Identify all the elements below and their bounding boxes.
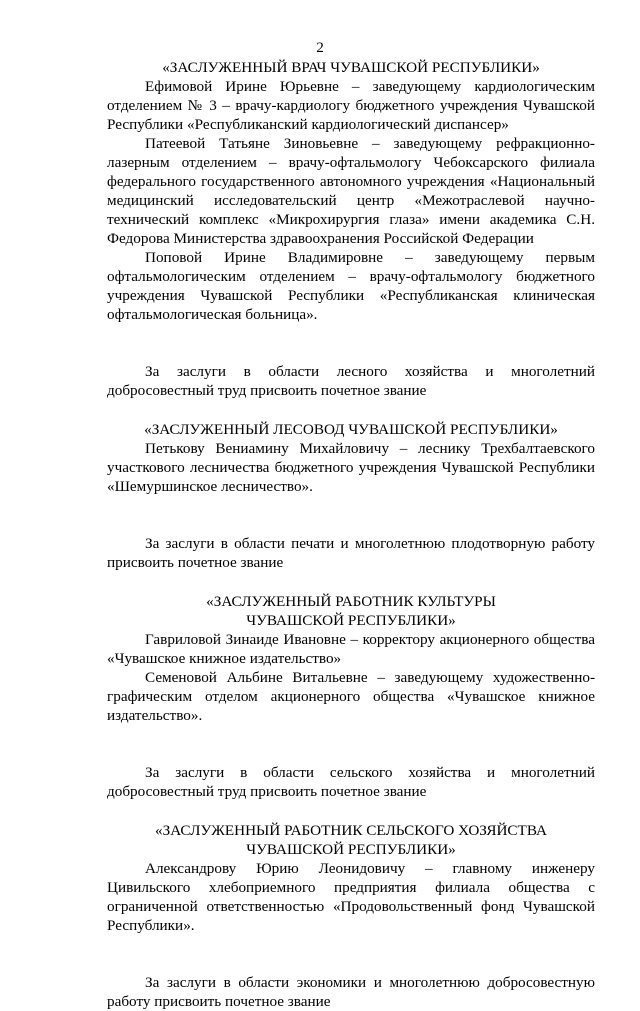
recipient-entry: Ефимовой Ирине Юрьевне – заведующему кардиологическим отделением № 3 – врачу-кардиологу бюджетного учреждения Чувашской Республики «Республиканский кардиологический диспансер» [107, 78, 595, 133]
recipient-entry: Гавриловой Зинаиде Ивановне – корректору акционерного общества «Чувашское книжное издательство» [107, 631, 595, 667]
section-spacer [107, 496, 595, 515]
recipient-entry: Александрову Юрию Леонидовичу – главному инженеру Цивильского хлебоприемного предприятия филиала общества с ограниченной ответственностью «Продовольственный фонд Чувашской Республики». [107, 860, 595, 934]
award-title: «ЗАСЛУЖЕННЫЙ РАБОТНИК СЕЛЬСКОГО ХОЗЯЙСТВА [155, 822, 547, 839]
document-body [107, 58, 595, 1011]
award-title: «ЗАСЛУЖЕННЫЙ ЛЕСОВОД ЧУВАШСКОЙ РЕСПУБЛИКИ» [144, 421, 558, 438]
recipient-entry: Патеевой Татьяне Зиновьевне – заведующему рефракционно-лазерным отделением – врачу-офтальмологу Чебоксарского филиала федерального государственного автономного учреждения «Национальный медицинский исследовательский центр «Межотраслевой научно-технический комплекс «Микрохирургия глаза» имени академика С.Н. Федорова Министерства здравоохранения Российской Федерации [107, 135, 595, 247]
recipient-entry: Поповой Ирине Владимировне – заведующему первым офтальмологическим отделением – врачу-офтальмологу бюджетного учреждения Чувашской Республики «Республиканская клиническая офтальмологическая больница». [107, 249, 595, 323]
recipient-entry: Петькову Вениамину Михайловичу – леснику Трехбалтаевского участкового лесничества бюджетного учреждения Чувашской Республики «Шемуршинское лесничество». [107, 440, 595, 495]
section-spacer [107, 515, 595, 534]
award-intro: За заслуги в области экономики и многолетнюю добросовестную работу присвоить почетное звание [107, 974, 595, 1010]
award-section [107, 58, 595, 324]
award-title: ЧУВАШСКОЙ РЕСПУБЛИКИ» [246, 841, 456, 858]
award-title: «ЗАСЛУЖЕННЫЙ РАБОТНИК КУЛЬТУРЫ [206, 593, 496, 610]
award-title: ЧУВАШСКОЙ РЕСПУБЛИКИ» [246, 612, 456, 629]
award-section [107, 362, 595, 496]
award-section [107, 973, 595, 1011]
section-spacer [107, 725, 595, 744]
recipient-entry: Семеновой Альбине Витальевне – заведующему художественно-графическим отделом акционерного общества «Чувашское книжное издательство». [107, 669, 595, 724]
section-spacer [107, 935, 595, 954]
page-number: 2 [316, 39, 324, 56]
award-section [107, 763, 595, 935]
section-spacer [107, 744, 595, 763]
section-spacer [107, 954, 595, 973]
section-spacer [107, 343, 595, 362]
award-intro: За заслуги в области сельского хозяйства и многолетний добросовестный труд присвоить почетное звание [107, 764, 595, 800]
award-title: «ЗАСЛУЖЕННЫЙ ВРАЧ ЧУВАШСКОЙ РЕСПУБЛИКИ» [162, 59, 540, 76]
award-intro: За заслуги в области печати и многолетнюю плодотворную работу присвоить почетное звание [107, 535, 595, 571]
award-intro: За заслуги в области лесного хозяйства и многолетний добросовестный труд присвоить почетное звание [107, 363, 595, 399]
section-spacer [107, 324, 595, 343]
award-section [107, 534, 595, 725]
